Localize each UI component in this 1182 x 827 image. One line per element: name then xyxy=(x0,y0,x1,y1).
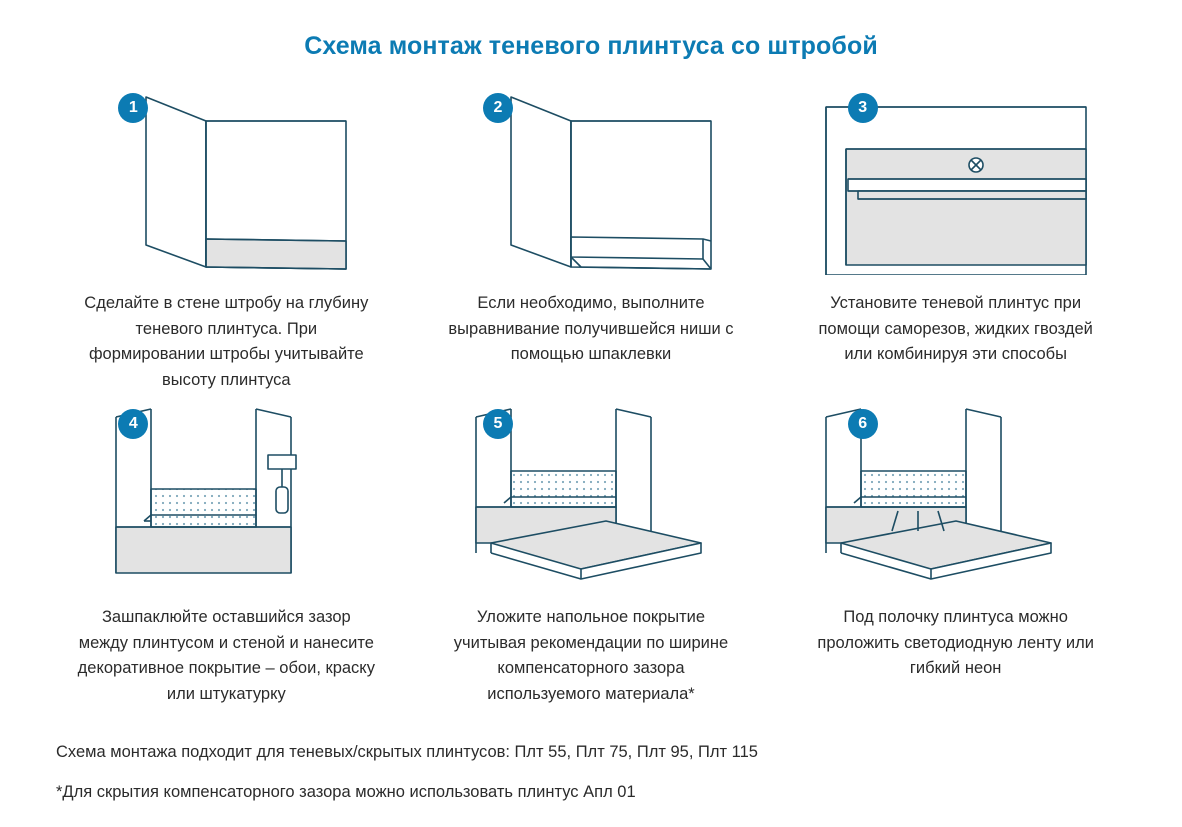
step-4 xyxy=(44,403,409,707)
page-title: Схема монтаж теневого плинтуса со штробой xyxy=(304,32,878,60)
step-2 xyxy=(409,87,774,393)
step-3 xyxy=(773,87,1138,393)
wall-niche-leveling-icon xyxy=(421,87,761,275)
step-2-caption: Если необходимо, выполните выравнивание получившейся ниши с помощью шпаклевки xyxy=(448,294,734,364)
step-1-badge: 1 xyxy=(118,93,148,123)
step-1 xyxy=(44,87,409,393)
wall-painting-roller-icon xyxy=(56,403,396,589)
step-6 xyxy=(773,403,1138,707)
footnote-gap-cover: *Для скрытия компенсаторного зазора можно использовать плинтус Апл 01 xyxy=(56,783,636,802)
step-2-badge: 2 xyxy=(483,93,513,123)
step-1-figure xyxy=(56,87,396,275)
floor-covering-install-icon xyxy=(421,403,761,589)
step-5-figure xyxy=(421,403,761,589)
step-6-badge: 6 xyxy=(848,409,878,439)
step-3-badge: 3 xyxy=(848,93,878,123)
step-2-figure xyxy=(421,87,761,275)
step-6-caption: Под полочку плинтуса можно проложить светодиодную ленту или гибкий неон xyxy=(817,608,1094,678)
steps-grid xyxy=(0,87,1182,708)
wall-with-groove-icon xyxy=(56,87,396,275)
step-4-caption: Зашпаклюйте оставшийся зазор между плинтусом и стеной и нанесите декоративное покрытие – обои, краску или штукатурку xyxy=(77,608,375,703)
footnote-compatible-profiles: Схема монтажа подходит для теневых/скрытых плинтусов: Плт 55, Плт 75, Плт 95, Плт 115 xyxy=(56,742,758,761)
skirting-mounting-screws-icon xyxy=(786,87,1126,275)
step-6-figure xyxy=(786,403,1126,589)
step-4-badge: 4 xyxy=(118,409,148,439)
step-5-badge: 5 xyxy=(483,409,513,439)
step-3-caption: Установите теневой плинтус при помощи саморезов, жидких гвоздей или комбинируя эти способы xyxy=(818,294,1093,364)
step-4-figure xyxy=(56,403,396,589)
step-5-caption: Уложите напольное покрытие учитывая рекомендации по ширине компенсаторного зазора используемого материала* xyxy=(453,608,729,703)
step-3-figure xyxy=(786,87,1126,275)
step-1-caption: Сделайте в стене штробу на глубину теневого плинтуса. При формировании штробы учитывайте высоту плинтуса xyxy=(84,294,369,389)
led-strip-under-skirting-icon xyxy=(786,403,1126,589)
step-5 xyxy=(409,403,774,707)
footnotes xyxy=(56,740,1136,806)
